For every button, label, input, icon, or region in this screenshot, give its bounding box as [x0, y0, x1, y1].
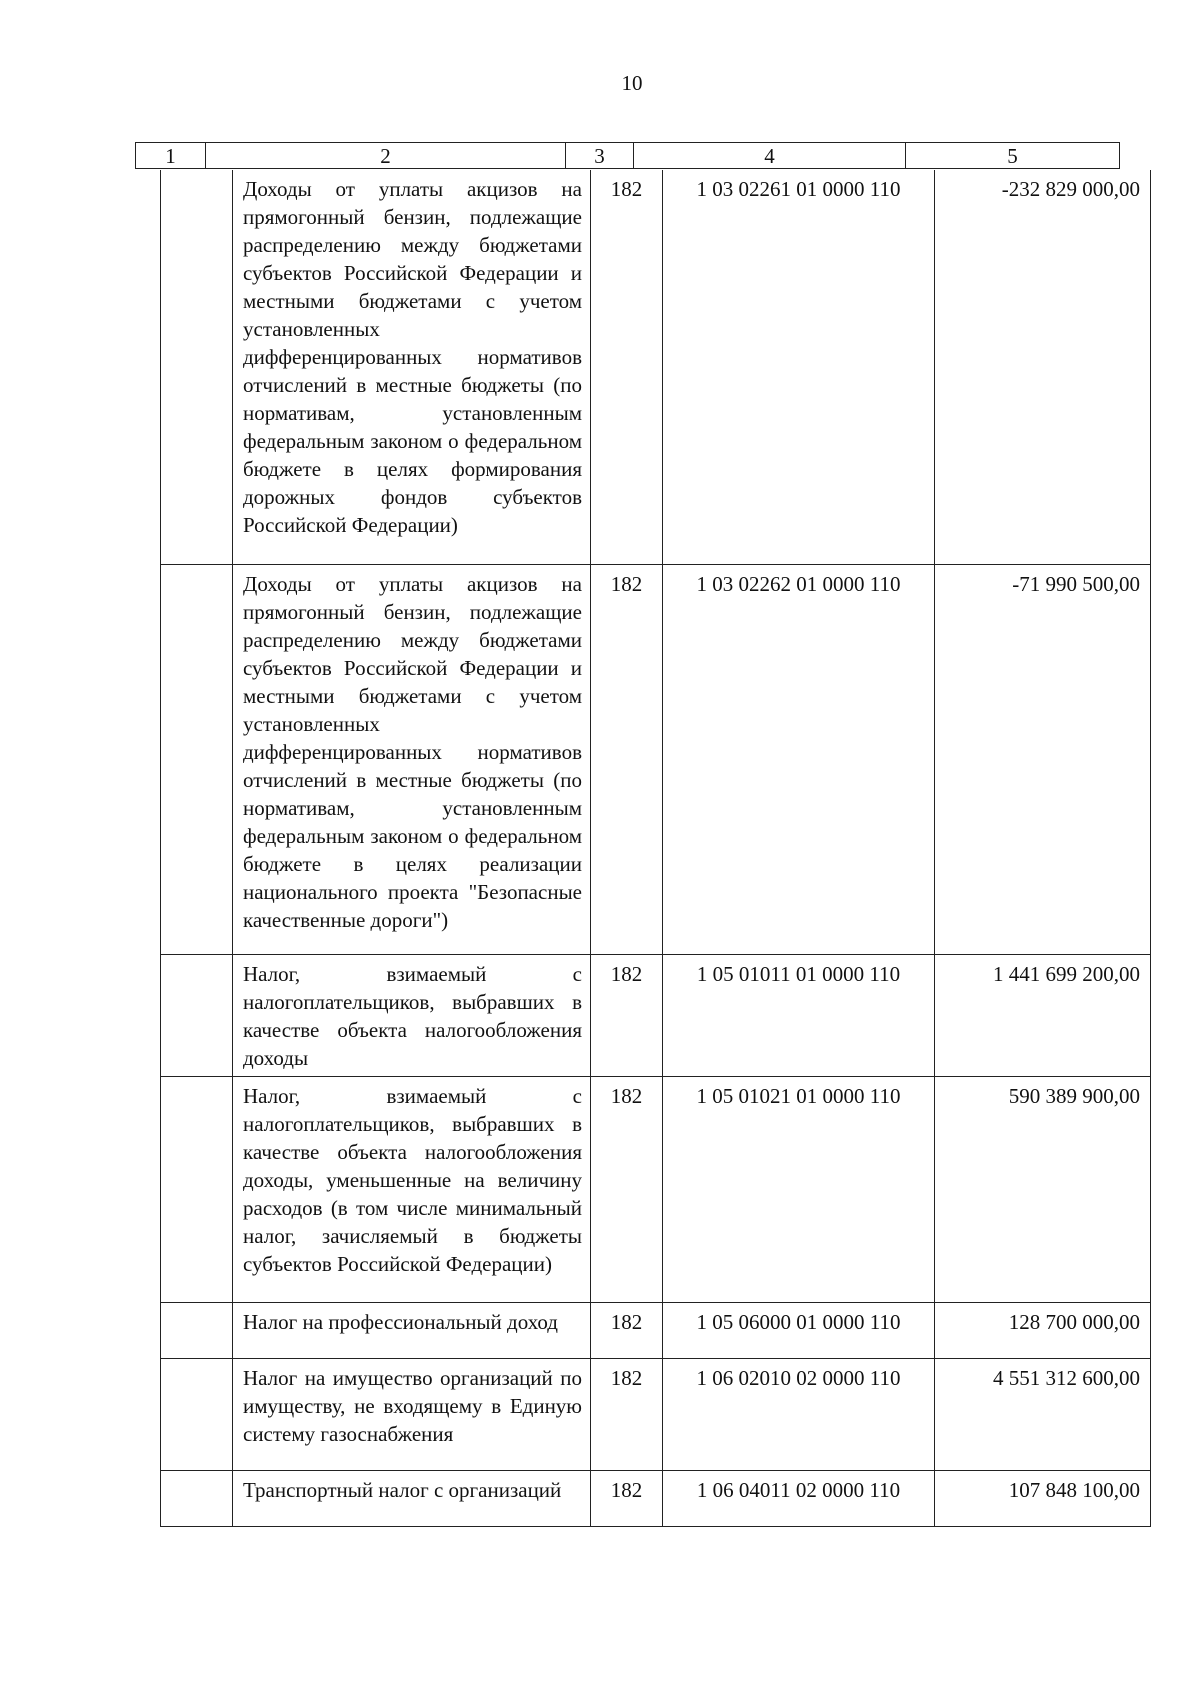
revenue-name: Налог на имущество организаций по имуществу, не входящему в Единую систему газоснабжения [233, 1358, 591, 1470]
revenue-name: Доходы от уплаты акцизов на прямогонный бензин, подлежащие распределению между бюджетами субъектов Российской Федерации и местными бюджетами с учетом установленных дифференцированных нормативов отчислений в местные бюджеты (по нормативам, установленным федеральным законом о федеральном бюджете в целях формирования дорожных фондов субъектов Российской Федерации) [233, 170, 591, 564]
amount: 1 441 699 200,00 [935, 954, 1151, 1076]
group-cell [161, 564, 233, 954]
amount: 590 389 900,00 [935, 1076, 1151, 1302]
revenue-table [160, 170, 1151, 1527]
group-cell [161, 1470, 233, 1526]
admin-code: 182 [591, 1358, 663, 1470]
admin-code: 182 [591, 564, 663, 954]
table-row [161, 564, 1151, 954]
revenue-name: Налог, взимаемый с налогоплательщиков, выбравших в качестве объекта налогообложения доходы [233, 954, 591, 1076]
revenue-name: Транспортный налог с организаций [233, 1470, 591, 1526]
group-cell [161, 170, 233, 564]
admin-code: 182 [591, 954, 663, 1076]
revenue-name: Доходы от уплаты акцизов на прямогонный бензин, подлежащие распределению между бюджетами субъектов Российской Федерации и местными бюджетами с учетом установленных дифференцированных нормативов отчислений в местные бюджеты (по нормативам, установленным федеральным законом о федеральном бюджете в целях реализации национального проекта "Безопасные качественные дороги") [233, 564, 591, 954]
budget-classification-code: 1 06 04011 02 0000 110 [663, 1470, 935, 1526]
budget-classification-code: 1 05 01011 01 0000 110 [663, 954, 935, 1076]
amount: 4 551 312 600,00 [935, 1358, 1151, 1470]
table-row [161, 954, 1151, 1076]
admin-code: 182 [591, 1302, 663, 1358]
amount: -71 990 500,00 [935, 564, 1151, 954]
header-col-4: 4 [634, 143, 906, 169]
group-cell [161, 1076, 233, 1302]
amount: -232 829 000,00 [935, 170, 1151, 564]
revenue-name: Налог, взимаемый с налогоплательщиков, выбравших в качестве объекта налогообложения доходы, уменьшенные на величину расходов (в том числе минимальный налог, зачисляемый в бюджеты субъектов Российской Федерации) [233, 1076, 591, 1302]
budget-classification-code: 1 03 02262 01 0000 110 [663, 564, 935, 954]
group-cell [161, 1358, 233, 1470]
admin-code: 182 [591, 170, 663, 564]
header-col-3: 3 [566, 143, 634, 169]
table-row [161, 170, 1151, 564]
budget-classification-code: 1 05 06000 01 0000 110 [663, 1302, 935, 1358]
group-cell [161, 954, 233, 1076]
header-col-1: 1 [136, 143, 206, 169]
budget-classification-code: 1 06 02010 02 0000 110 [663, 1358, 935, 1470]
revenue-table-body [161, 170, 1151, 1526]
table-row [161, 1302, 1151, 1358]
admin-code: 182 [591, 1076, 663, 1302]
budget-classification-code: 1 05 01021 01 0000 110 [663, 1076, 935, 1302]
admin-code: 182 [591, 1470, 663, 1526]
table-row [161, 1358, 1151, 1470]
table-row [161, 1470, 1151, 1526]
table-row [161, 1076, 1151, 1302]
header-col-2: 2 [206, 143, 566, 169]
header-col-5: 5 [906, 143, 1120, 169]
page-number: 10 [621, 71, 643, 95]
amount: 107 848 100,00 [935, 1470, 1151, 1526]
revenue-name: Налог на профессиональный доход [233, 1302, 591, 1358]
amount: 128 700 000,00 [935, 1302, 1151, 1358]
column-number-header [135, 142, 1120, 169]
budget-classification-code: 1 03 02261 01 0000 110 [663, 170, 935, 564]
group-cell [161, 1302, 233, 1358]
